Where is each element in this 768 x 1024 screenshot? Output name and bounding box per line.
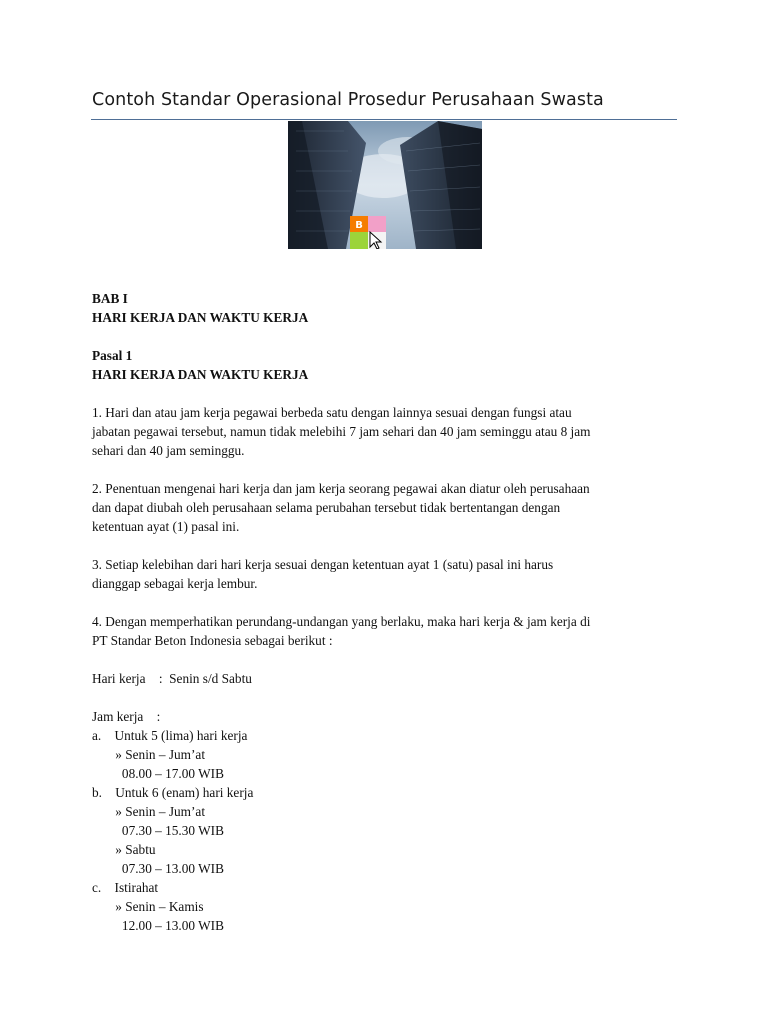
hari-kerja-line: Hari kerja : Senin s/d Sabtu (92, 671, 252, 686)
bab-heading: BAB I (92, 291, 128, 306)
jam-kerja-line: Jam kerja : (92, 709, 161, 724)
schedule-line: » Senin – Jum’at (92, 747, 206, 762)
schedule-line: 07.30 – 13.00 WIB (92, 861, 224, 876)
skyscraper-photo (288, 121, 482, 249)
pasal-heading: Pasal 1 (92, 348, 133, 363)
pasal-title: HARI KERJA DAN WAKTU KERJA (92, 367, 309, 382)
blogger-icon: B (355, 220, 363, 231)
schedule-line: 12.00 – 13.00 WIB (92, 918, 224, 933)
schedule-line: a. Untuk 5 (lima) hari kerja (92, 728, 248, 743)
paragraph-1-line: 1. Hari dan atau jam kerja pegawai berbeda satu dengan lainnya sesuai dengan fungsi atau (92, 405, 572, 420)
green-icon-tile (350, 232, 368, 249)
paragraph-1-line: jabatan pegawai tersebut, namun tidak melebihi 7 jam sehari dan 40 jam seminggu atau 8 jam (92, 424, 591, 439)
schedule-line: 07.30 – 15.30 WIB (92, 823, 224, 838)
paragraph-4-line: PT Standar Beton Indonesia sebagai berikut : (92, 633, 333, 648)
bab-title: HARI KERJA DAN WAKTU KERJA (92, 310, 309, 325)
schedule-line: c. Istirahat (92, 880, 159, 895)
pink-icon-tile (368, 216, 386, 232)
paragraph-1-line: sehari dan 40 jam seminggu. (92, 443, 245, 458)
schedule-line: » Sabtu (92, 842, 156, 857)
paragraph-2-line: dan dapat diubah oleh perusahaan selama perubahan tersebut tidak bertentangan dengan (92, 500, 561, 515)
paragraph-2-line: ketentuan ayat (1) pasal ini. (92, 519, 240, 534)
schedule-line: 08.00 – 17.00 WIB (92, 766, 224, 781)
document-title: Contoh Standar Operasional Prosedur Perusahaan Swasta (92, 90, 604, 110)
title-underline (91, 119, 677, 120)
paragraph-2-line: 2. Penentuan mengenai hari kerja dan jam kerja seorang pegawai akan diatur oleh perusahaan (92, 481, 590, 496)
paragraph-3-line: 3. Setiap kelebihan dari hari kerja sesuai dengan ketentuan ayat 1 (satu) pasal ini harus (92, 557, 554, 572)
paragraph-4-line: 4. Dengan memperhatikan perundang-undangan yang berlaku, maka hari kerja & jam kerja di (92, 614, 591, 629)
schedule-line: b. Untuk 6 (enam) hari kerja (92, 785, 254, 800)
schedule-line: » Senin – Kamis (92, 899, 204, 914)
paragraph-3-line: dianggap sebagai kerja lembur. (92, 576, 258, 591)
schedule-line: » Senin – Jum’at (92, 804, 206, 819)
